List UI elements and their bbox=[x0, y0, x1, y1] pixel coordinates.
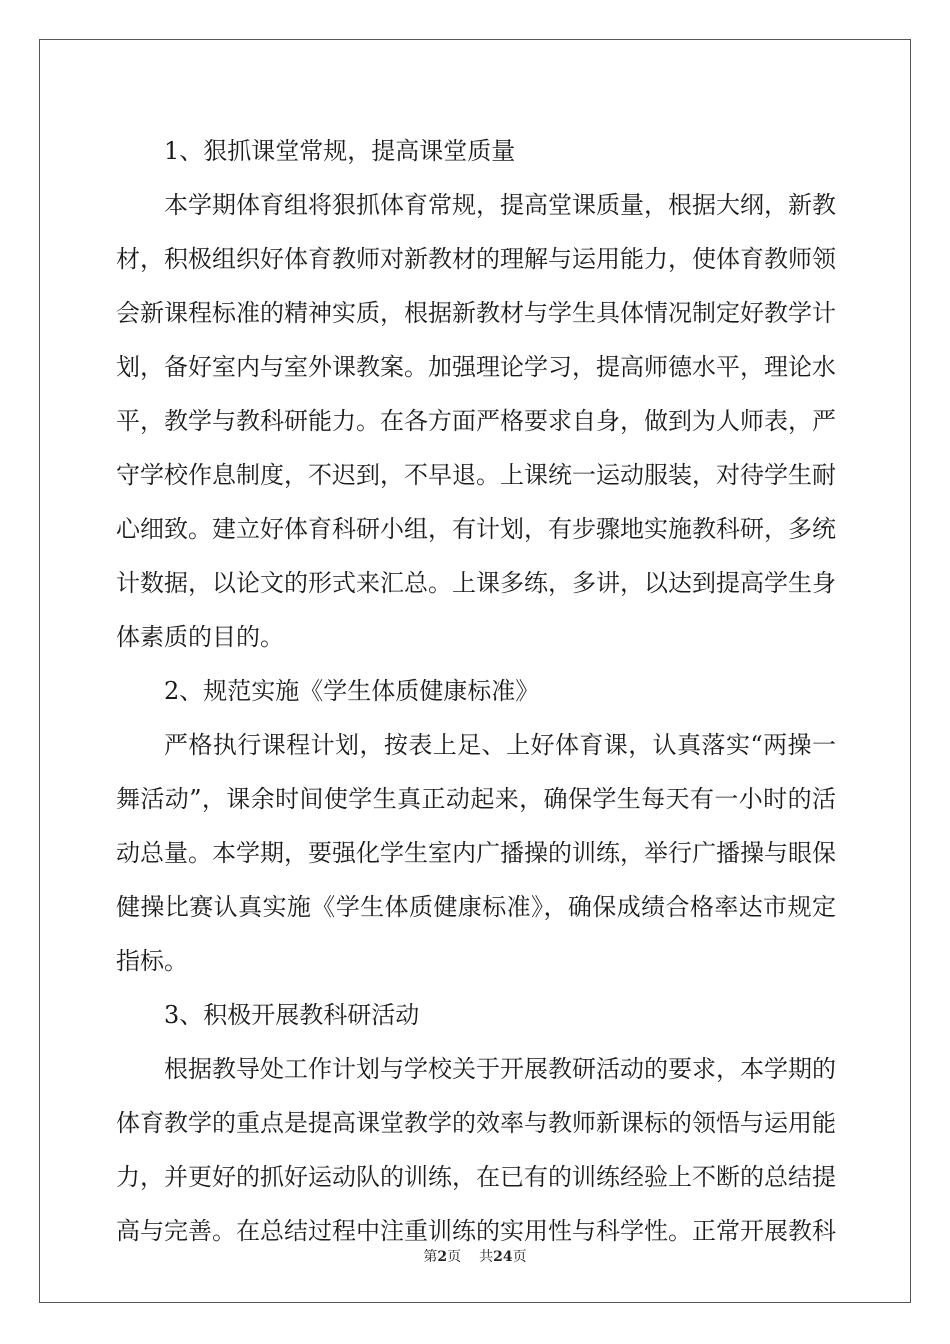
page-label-prefix: 第 bbox=[423, 1249, 438, 1265]
paragraph-line: 计数据，以论文的形式来汇总。上课多练，多讲，以达到提高学生身 bbox=[116, 569, 836, 597]
paragraph-line: 严格执行课程计划，按表上足、上好体育课，认真落实“两操一 bbox=[164, 731, 836, 759]
page-number: 2 bbox=[437, 1249, 448, 1265]
paragraph-line: 健操比赛认真实施《学生体质健康标准》，确保成绩合格率达市规定 bbox=[116, 893, 836, 921]
section-heading-1: 1、狠抓课堂常规，提高课堂质量 bbox=[164, 137, 516, 165]
paragraph-line: 会新课程标准的精神实质，根据新教材与学生具体情况制定好教学计 bbox=[116, 299, 836, 327]
paragraph-line: 指标。 bbox=[116, 947, 188, 975]
total-label-suffix: 页 bbox=[512, 1249, 527, 1265]
document-body bbox=[116, 124, 836, 1258]
paragraph-1 bbox=[116, 178, 836, 664]
paragraph-line: 体素质的目的。 bbox=[116, 623, 284, 651]
paragraph-line: 划，备好室内与室外课教案。加强理论学习，提高师德水平，理论水 bbox=[116, 353, 836, 381]
paragraph-line: 守学校作息制度，不迟到，不早退。上课统一运动服装，对待学生耐 bbox=[116, 461, 836, 489]
paragraph-line: 心细致。建立好体育科研小组，有计划，有步骤地实施教科研，多统 bbox=[116, 515, 836, 543]
paragraph-2 bbox=[116, 718, 836, 988]
section-heading-3: 3、积极开展教科研活动 bbox=[164, 1001, 420, 1029]
paragraph-line: 根据教导处工作计划与学校关于开展教研活动的要求，本学期的 bbox=[164, 1055, 836, 1083]
paragraph-3 bbox=[116, 1042, 836, 1258]
page-footer bbox=[0, 1247, 950, 1267]
paragraph-line: 本学期体育组将狠抓体育常规，提高堂课质量，根据大纲，新教 bbox=[164, 191, 836, 219]
section-heading-2: 2、规范实施《学生体质健康标准》 bbox=[164, 677, 540, 705]
paragraph-line: 力，并更好的抓好运动队的训练，在已有的训练经验上不断的总结提 bbox=[116, 1163, 836, 1191]
paragraph-line: 高与完善。在总结过程中注重训练的实用性与科学性。正常开展教科 bbox=[116, 1217, 836, 1245]
paragraph-line: 材，积极组织好体育教师对新教材的理解与运用能力，使体育教师领 bbox=[116, 245, 836, 273]
total-label-prefix: 共 bbox=[479, 1249, 494, 1265]
page-label-suffix: 页 bbox=[447, 1249, 462, 1265]
total-pages: 24 bbox=[493, 1249, 513, 1265]
paragraph-line: 舞活动”，课余时间使学生真正动起来，确保学生每天有一小时的活 bbox=[116, 785, 836, 813]
paragraph-line: 体育教学的重点是提高课堂教学的效率与教师新课标的领悟与运用能 bbox=[116, 1109, 836, 1137]
paragraph-line: 动总量。本学期，要强化学生室内广播操的训练，举行广播操与眼保 bbox=[116, 839, 836, 867]
paragraph-line: 平，教学与教科研能力。在各方面严格要求自身，做到为人师表，严 bbox=[116, 407, 836, 435]
